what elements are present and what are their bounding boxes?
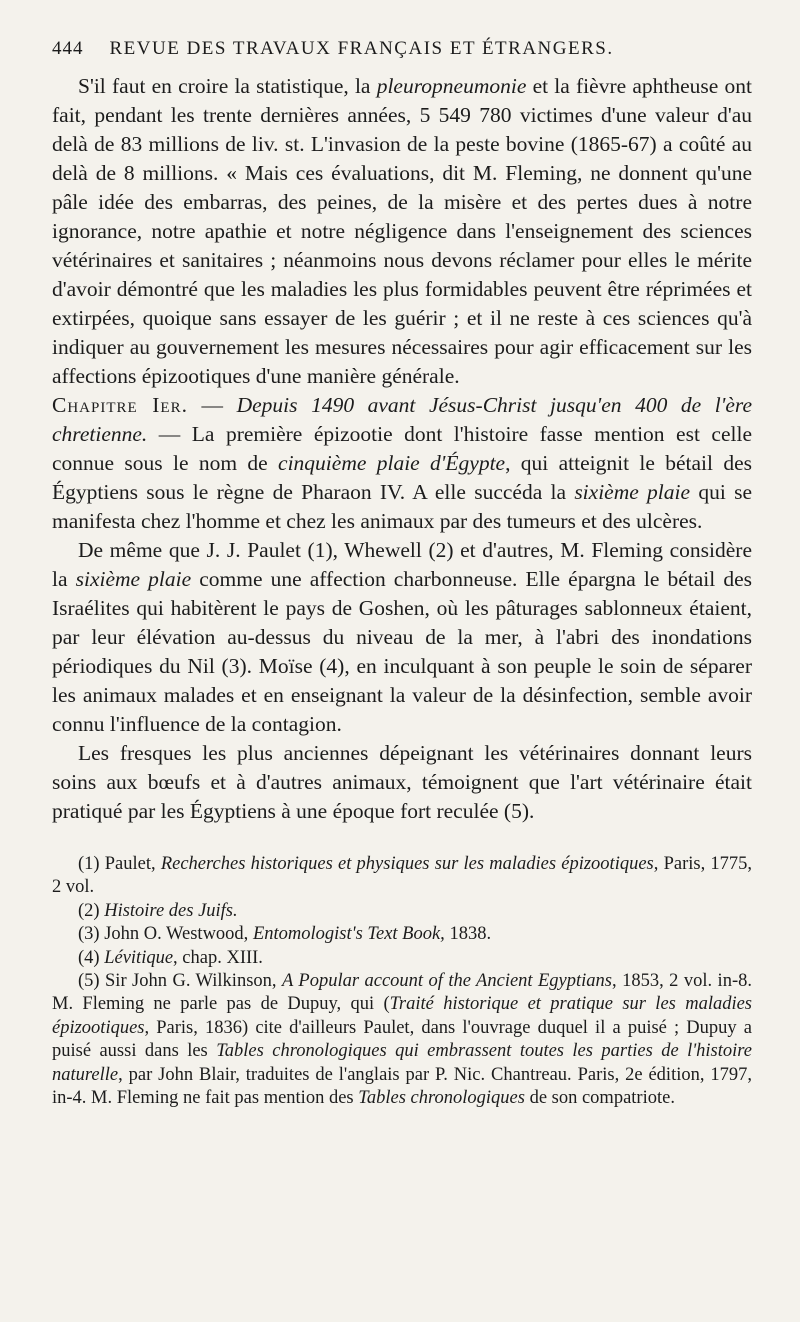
paragraph-paulet: De même que J. J. Paulet (1), Whewell (2) et d'autres, M. Fleming considère la sixième plaie comme une affection charbonneuse. Elle épargna le bétail des Israélites qui habitèrent le pays de Goshen, où les pâturages sablonneux étaient, par leur élévation au-dessus du niveau de la mer, à l'abri des inondations périodiques du Nil (3). Moïse (4), en inculquant à son peuple le soin de séparer les animaux malades et en enseignant la valeur de la désinfection, semble avoir connu l'influence de la contagion. — [52, 538, 752, 736]
footnote-1: (1) Paulet, Recherches historiques et physiques sur les maladies épizootiques, Paris, 1775, 2 vol. — [52, 854, 753, 898]
footnote-2: (2) Histoire des Juifs. — [78, 900, 238, 921]
footnote-5: (5) Sir John G. Wilkinson, A Popular account of the Ancient Egyptians, 1853, 2 vol. in-8. M. Fleming ne parle pas de Dupuy, qui (Traité historique et pratique sur les maladies épizootiques, Paris, 1836) cite d'ailleurs Paulet, dans l'ouvrage duquel il a puisé ; Dupuy a puisé aussi dans les Tables chronologiques qui embrassent toutes les parties de l'histoire naturelle, par John Blair, traduites de l'anglais par P. Nic. Chantreau. Paris, 2e édition, 1797, in-4. M. Fleming ne fait pas mention des Tables chronologiques de son compatriote. — [52, 971, 753, 1109]
footnote-4: (4) Lévitique, chap. XIII. — [78, 947, 263, 968]
page-number: 444 — [52, 38, 84, 59]
paragraph-fresques: Les fresques les plus anciennes dépeignant les vétérinaires donnant leurs soins aux bœufs et à d'autres animaux, témoignent que l'art vétérinaire était pratiqué par les Égyptiens à une époque fort reculée (5). — [52, 741, 752, 823]
running-title: REVUE DES TRAVAUX FRANÇAIS ET ÉTRANGERS. — [109, 38, 614, 59]
footnote-3: (3) John O. Westwood, Entomologist's Text Book, 1838. — [78, 924, 492, 945]
running-header — [52, 38, 752, 60]
body-text — [52, 72, 752, 826]
chapter-label: Chapitre Ier. — [52, 393, 188, 417]
paragraph-chapter-one: Chapitre Ier. — Depuis 1490 avant Jésus-Christ jusqu'en 400 de l'ère chretienne. — La première épizootie dont l'histoire fasse mention est celle connue sous le nom de cinquième plaie d'Égypte, qui atteignit le bétail des Égyptiens sous le règne de Pharaon IV. A elle succéda la sixième plaie qui se manifesta chez l'homme et chez les animaux par des tumeurs et des ulcères. — [52, 393, 753, 533]
chapter-title: Depuis 1490 avant Jésus-Christ jusqu'en 400 de l'ère chretienne. — [52, 393, 753, 446]
paragraph-statistics: S'il faut en croire la statistique, la pleuropneumonie et la fièvre aphtheuse ont fait, pendant les trente dernières années, 5 549 780 victimes d'une valeur d'au delà de 83 millions de liv. st. L'invasion de la peste bovine (1865-67) a coûté au delà de 8 millions. « Mais ces évaluations, dit M. Fleming, ne donnent qu'une pâle idée des embarras, des peines, de la misère et des pertes dues à notre ignorance, notre apathie et notre négligence dans l'enseignement des sciences vétérinaires et sanitaires ; néanmoins nous devons réclamer pour elles le mérite d'avoir démontré que les maladies les plus formidables peuvent être réprimées et extirpées, quoique sans essayer de les guérir ; et il ne reste à ces sciences qu'à indiquer au gouvernement les mesures nécessaires pour agir efficacement sur les affections épizootiques d'une manière générale. — [52, 74, 753, 388]
footnote-separator — [52, 826, 752, 853]
footnotes — [52, 853, 752, 1110]
